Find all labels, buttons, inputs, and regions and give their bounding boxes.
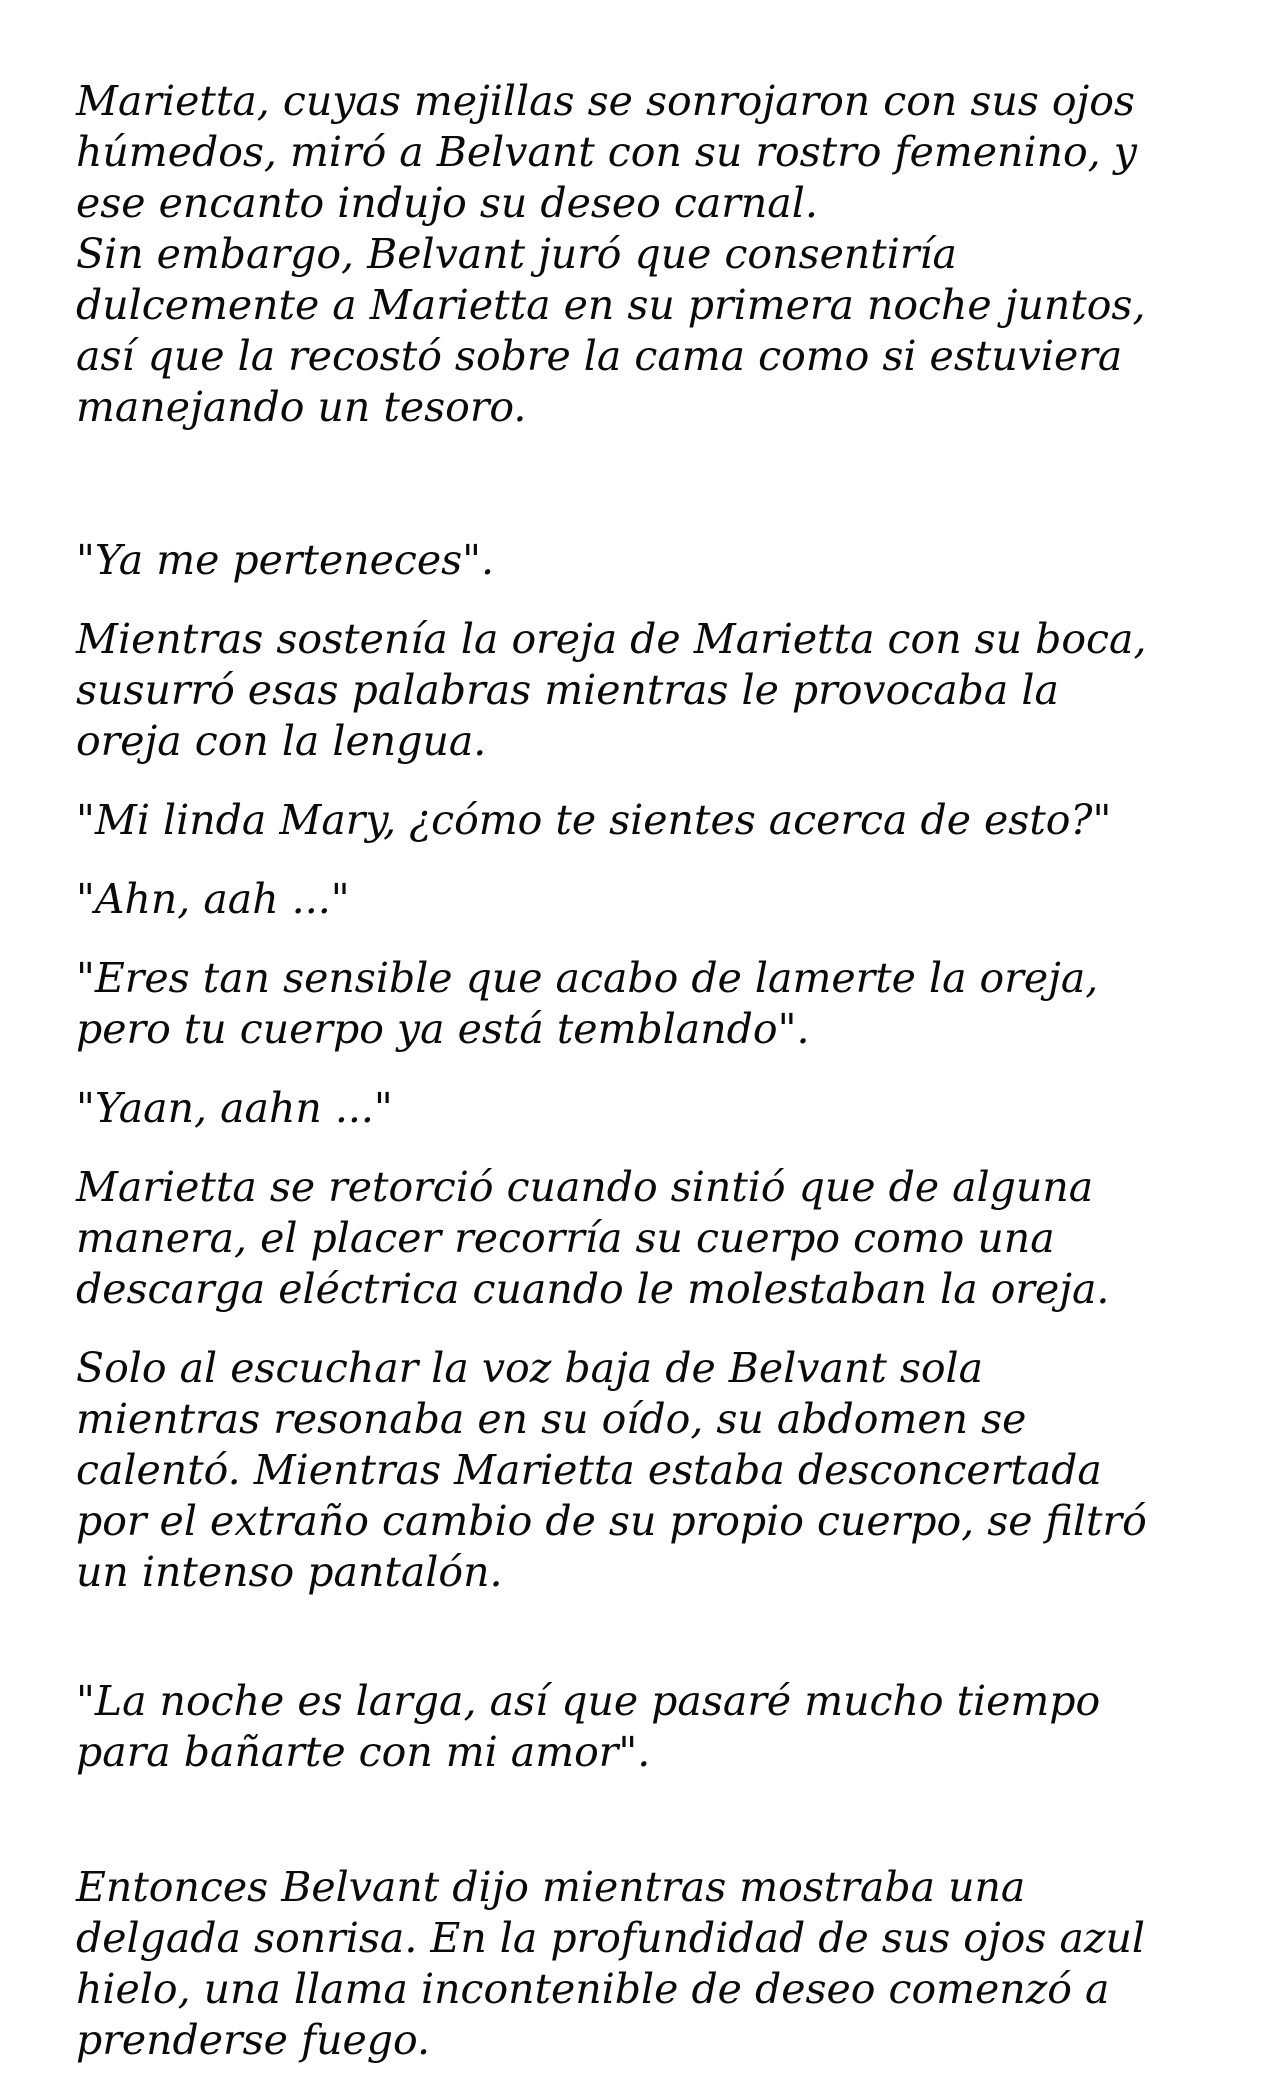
paragraph-voz-baja: Solo al escuchar la voz baja de Belvant sola mientras resonaba en su oído, su abdomen se calentó. Mientras Marietta estaba desconcertada por el extraño cambio de su propio cuerpo, se filtró un intenso pantalón. — [76, 1344, 1147, 1596]
paragraph-dialogue-noche: "La noche es larga, así que pasaré mucho tiempo para bañarte con mi amor". — [76, 1677, 1101, 1776]
document-page — [76, 76, 1206, 2066]
paragraph-retorcio: Marietta se retorció cuando sintió que de alguna manera, el placer recorría su cuerpo como una descarga eléctrica cuando le molestaban la oreja. — [76, 1163, 1110, 1313]
paragraph-oreja: Mientras sostenía la oreja de Marietta con su boca, susurró esas palabras mientras le provocaba la oreja con la lengua. — [76, 615, 1147, 765]
paragraph-dialogue-sensible: "Eres tan sensible que acabo de lamerte la oreja, pero tu cuerpo ya está temblando". — [76, 954, 1099, 1053]
paragraph-dialogue-ahn: "Ahn, aah ..." — [76, 875, 350, 923]
paragraph-final: Entonces Belvant dijo mientras mostraba una delgada sonrisa. En la profundidad de sus ojos azul hielo, una llama incontenible de deseo comenzó a prenderse fuego. — [76, 1863, 1146, 2064]
paragraph-intro: Marietta, cuyas mejillas se sonrojaron con sus ojos húmedos, miró a Belvant con su rostro femenino, y ese encanto indujo su deseo carnal. Sin embargo, Belvant juró que consentiría dulcemente a Marietta en su primera noche juntos, así que la recostó sobre la cama como si estuviera manejando un tesoro. — [76, 77, 1146, 431]
paragraph-dialogue-mary: "Mi linda Mary, ¿cómo te sientes acerca de esto?" — [76, 796, 1112, 844]
paragraph-dialogue-perteneces: "Ya me perteneces". — [76, 536, 495, 584]
paragraph-dialogue-yaan: "Yaan, aahn ..." — [76, 1084, 393, 1132]
